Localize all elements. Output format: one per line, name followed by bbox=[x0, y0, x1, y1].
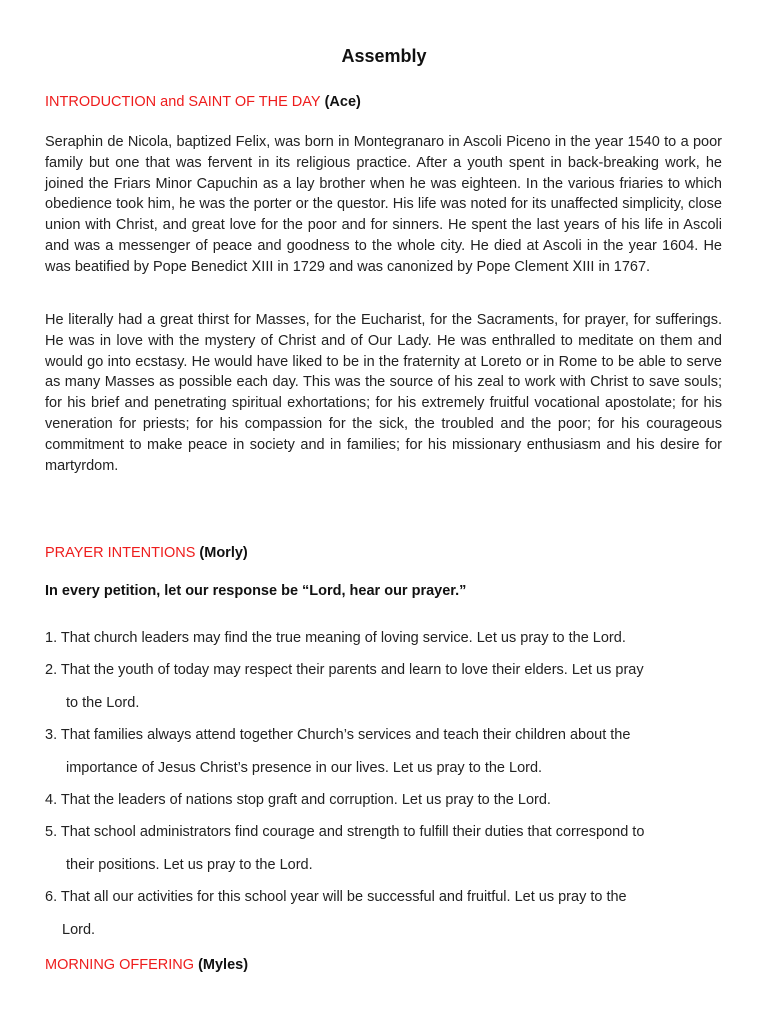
list-item bbox=[45, 654, 735, 719]
introduction-heading-label: INTRODUCTION and SAINT OF THE DAY bbox=[45, 94, 321, 110]
introduction-reader: (Ace) bbox=[324, 94, 361, 110]
list-item bbox=[45, 784, 735, 816]
introduction-paragraph-2: He literally had a great thirst for Masses, for the Eucharist, for the Sacraments, for prayer, for sufferings. He was in love with the mystery of Christ and of Our Lady. He was enthralled to meditate on them and would go into ecstasy. He would have liked to be in the fraternity at Loreto or in Rome to be able to serve as many Masses as possible each day. This was the source of his zeal to work with Christ to save souls; for his brief and penetrating spiritual exhortations; for his extremely fruitful vocational apostolate; for his veneration for priests; for his compassion for the sick, the troubled and the poor; for his courageous commitment to make peace in society and in families; for his missionary enthusiasm and his desire for martyrdom. bbox=[45, 312, 722, 474]
prayer-intentions-list bbox=[45, 622, 735, 946]
list-item bbox=[45, 719, 735, 784]
intention-5: 5. That school administrators find courage and strength to fulfill their duties that correspond to bbox=[45, 824, 645, 841]
morning-offering-heading bbox=[45, 957, 248, 973]
prayer-intentions-heading bbox=[45, 545, 248, 561]
intention-2-continued: to the Lord. bbox=[66, 694, 140, 711]
list-item bbox=[45, 881, 735, 946]
introduction-heading bbox=[45, 94, 361, 110]
intention-4: 4. That the leaders of nations stop graft and corruption. Let us pray to the Lord. bbox=[45, 792, 551, 809]
intention-3-continued: importance of Jesus Christ’s presence in our lives. Let us pray to the Lord. bbox=[66, 759, 543, 776]
list-item bbox=[45, 622, 735, 654]
intention-2: 2. That the youth of today may respect their parents and learn to love their elders. Let us pray bbox=[45, 662, 644, 679]
page-title: Assembly bbox=[341, 46, 427, 66]
prayer-intentions-reader: (Morly) bbox=[199, 545, 248, 561]
intention-3: 3. That families always attend together Church’s services and teach their children about the bbox=[45, 727, 631, 744]
intention-5-continued: their positions. Let us pray to the Lord. bbox=[66, 856, 313, 873]
intention-6-continued: Lord. bbox=[62, 921, 96, 938]
prayer-intentions-heading-label: PRAYER INTENTIONS bbox=[45, 545, 196, 561]
prayer-response-instruction: In every petition, let our response be “Lord, hear our prayer.” bbox=[45, 583, 467, 599]
morning-offering-heading-label: MORNING OFFERING bbox=[45, 957, 195, 973]
intention-6: 6. That all our activities for this school year will be successful and fruitful. Let us pray to the bbox=[45, 889, 627, 906]
intention-1: 1. That church leaders may find the true meaning of loving service. Let us pray to the Lord. bbox=[45, 630, 626, 646]
list-item bbox=[45, 816, 735, 881]
morning-offering-reader: (Myles) bbox=[198, 957, 249, 973]
introduction-paragraph-1: Seraphin de Nicola, baptized Felix, was born in Montegranaro in Ascoli Piceno in the year 1540 to a poor family but one that was fervent in its religious practice. After a youth spent in back-breaking work, he joined the Friars Minor Capuchin as a lay brother when he was eighteen. In the various friaries to which obedience took him, he was the porter or the questor. His life was noted for its unaffected simplicity, close union with Christ, and great love for the poor and for sinners. He spent the last years of his life in Ascoli and was a messenger of peace and goodness to the whole city. He died at Ascoli in the year 1604. He was beatified by Pope Benedict ⅩIII in 1729 and was canonized by Pope Clement ⅩIII in 1767. bbox=[45, 134, 722, 275]
